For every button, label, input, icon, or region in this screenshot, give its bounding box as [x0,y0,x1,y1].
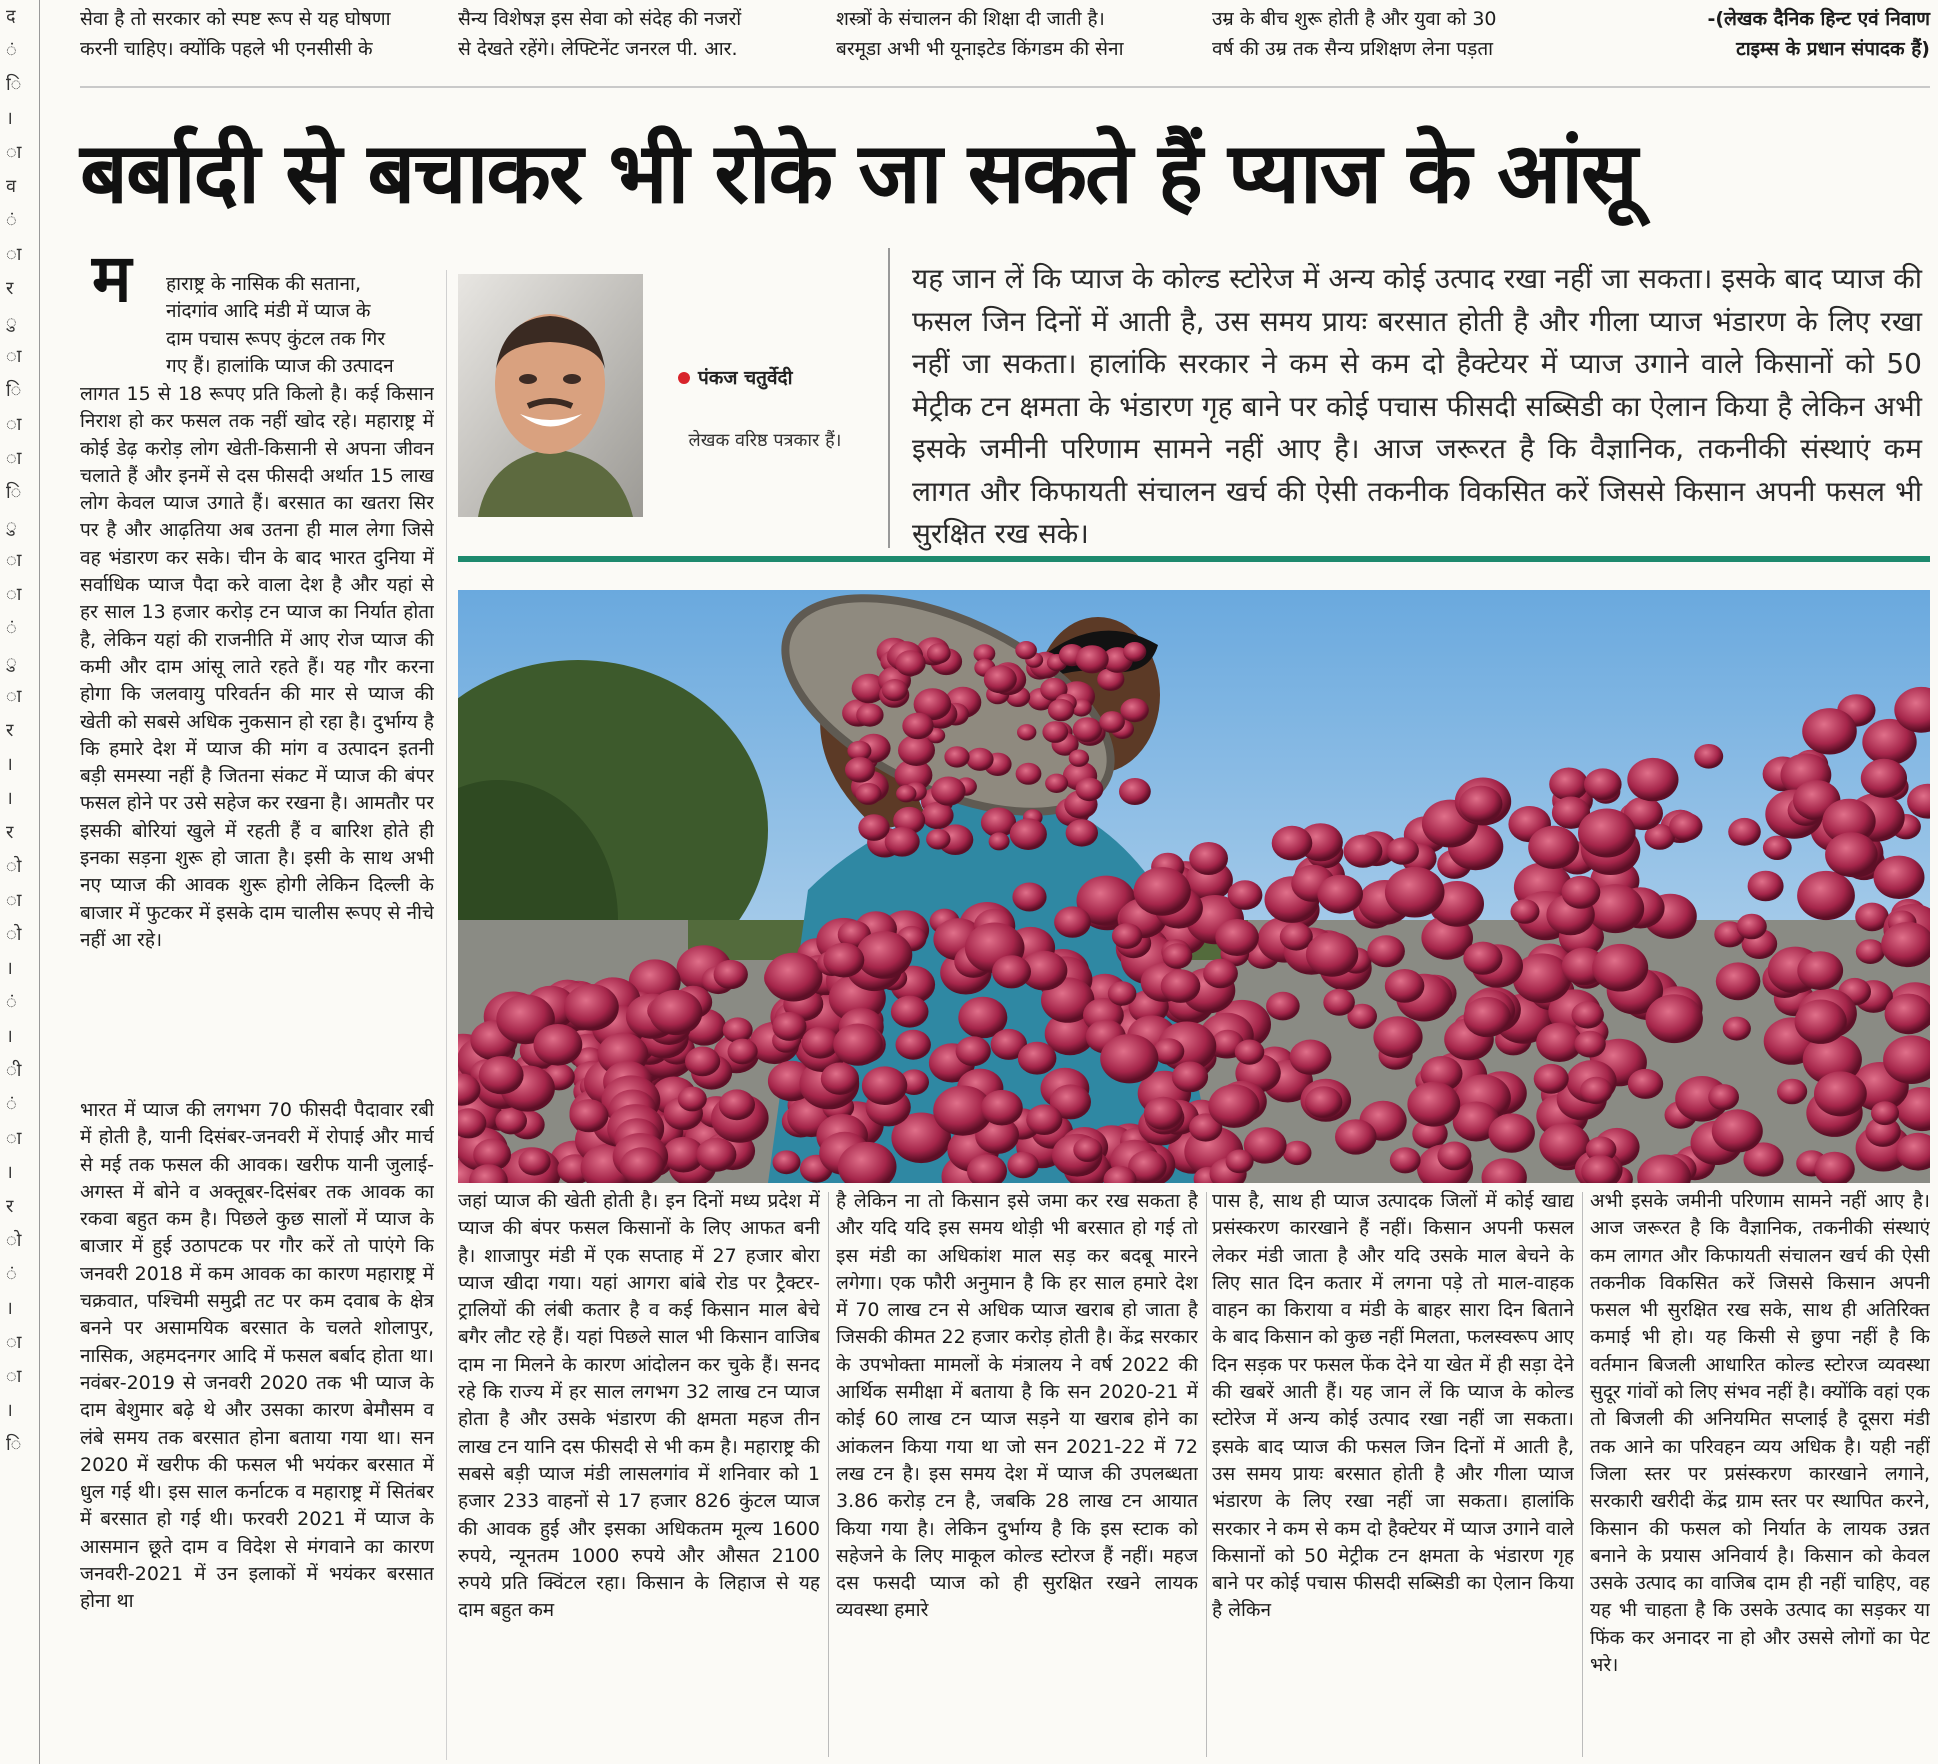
column-rule [446,270,447,1760]
text-line: करनी चाहिए। क्योंकि पहले भी एनसीसी के [80,38,373,60]
strip-char: । [6,788,13,809]
top-article-col-3 [836,4,1196,64]
column-rule [828,1192,829,1757]
top-divider [80,86,1930,88]
text-line: सैन्य विशेषज्ञ इस सेवा को संदेह की नजरों [458,8,742,30]
text-line: नांदगांव आदि मंडी में प्याज के [166,300,371,323]
column-rule [1582,1192,1583,1757]
top-article-col-2 [458,4,818,64]
author-portrait-icon [458,274,643,517]
text-line: -(लेखक दैनिक हिन्ट एवं निवाण [1707,8,1930,30]
headline: बर्बादी से बचाकर भी रोके जा सकते हैं प्याज के आंसू [80,124,1636,222]
author-name: पंकज चतुर्वेदी [698,367,793,389]
strip-char: ं [6,992,17,1013]
text-line: टाइम्स के प्रधान संपादक हैं) [1736,38,1930,60]
strip-char: ा [6,584,22,605]
strip-char: र [6,822,14,843]
text-line: वर्ष की उम्र तक सैन्य प्रशिक्षण लेना पड़ता [1212,38,1494,60]
strip-char: ा [6,1332,22,1353]
author-bullet-dot [678,372,690,384]
dropcap: म [92,240,132,317]
strip-char: ु [6,652,17,673]
text-line: बरमूडा अभी भी यूनाइटेड किंगडम की सेना [836,38,1124,60]
strip-char: ा [6,448,22,469]
strip-char: ि [6,482,22,503]
body-col-1a: लागत 15 से 18 रूपए प्रति किलो है। कई किसान निराश हो कर फसल तक नहीं खोद रहे। महाराष्ट्र में कोई डेढ़ करोड़ लोग खेती-किसानी से अपना जीवन चलाते हैं और इनमें से दस फीसदी अर्थात 15 लाख लोग केवल प्याज उगाते हैं। बरसात का खतरा सिर पर है और आढ़तिया अब उतना ही माल लेगा जिसे वह भंडारण कर सके। चीन के बाद भारत दुनिया में सर्वाधिक प्याज पैदा करे वाला देश है और यहां से हर साल 13 हजार करोड़ टन प्याज का निर्यात होता है, लेकिन यहां की राजनीति में आए रोज प्याज की कमी और दाम आंसू लाते रहते हैं। यह गौर करना होगा कि जलवायु परिवर्तन की मार से प्याज की खेती को सबसे अधिक नुकसान हो रहा है। दुर्भाग्य है कि हमारे देश में प्याज की मांग व उत्पादन इतनी बड़ी समस्या नहीं है जितना संकट में प्याज की बंपर फसल होने पर उसे सहेज कर रखना है। आमतौर पर इसकी बोरियां खुले में रहती हैं व बारिश होते ही इनका सड़ना शुरू हो जाता है। इसी के साथ अभी नए प्याज की आवक शुरू होगी लेकिन दिल्ली के बाजार में फुटकर में इसके दाम चालीस रूपए से नीचे नहीं आ रहे। [80,383,434,951]
author-photo [458,274,643,517]
strip-char: ं [6,1264,17,1285]
text-line: से देखते रहेंगे। लेफ्टिनेंट जनरल पी. आर. [458,38,738,60]
text-line: उम्र के बीच शुरू होती है और युवा को 30 [1212,8,1497,30]
strip-char: ा [6,1366,22,1387]
strip-char: ं [6,210,17,231]
strip-char: ो [6,924,22,945]
strip-char: ो [6,1230,22,1251]
strip-char: ा [6,142,22,163]
strip-char: ा [6,414,22,435]
strip-char: द [6,6,16,27]
strip-char: ि [6,1434,22,1455]
strip-char: । [6,754,13,775]
body-col-3: है लेकिन ना तो किसान इसे जमा कर रख सकता है और यदि यदि इस समय थोड़ी भी बरसात हो गई तो इस मंडी का अधिकांश माल सड़ कर बदबू मारने लगेगा। एक फौरी अनुमान है कि हर साल हमारे देश में 70 लाख टन से अधिक प्याज खराब हो जाता है जिसकी कीमत 22 हजार करोड़ होती है। केंद्र सरकार के उपभोक्ता मामलों के मंत्रालय ने वर्ष 2022 की आर्थिक समीक्षा में बताया है कि सन 2020-21 में कोई 60 लाख टन प्याज सड़ने या खराब होने का आंकलन किया गया था जो सन 2021-22 में 72 लख टन है। इस समय देश में प्याज की उपलब्धता 3.86 करोड़ टन है, जबकि 28 लाख टन आयात किया गया है। लेकिन दुर्भाग्य है कि इस स्टाक को सहेजने के लिए माकूल कोल्ड स्टोरज हैं नहीं। महज दस फसदी प्याज को ही सुरक्षित रखने लायक व्यवस्था हमारे [836,1190,1198,1622]
pull-quote: यह जान लें कि प्याज के कोल्ड स्टोरेज में अन्य कोई उत्पाद रखा नहीं जा सकता। इसके बाद प्याज की फसल जिन दिनों में आती है, उस समय प्रायः बरसात होती है और गीला प्याज भंडारण के लिए रखा नहीं जा सकता। हालांकि सरकार ने कम से कम दो हैक्टेयर में प्याज उगाने वाले किसानों को 50 मेट्रीक टन क्षमता के भंडारण गृह बाने पर कोई पचास फीसदी सब्सिडी का ऐलान किया है लेकिन अभी इसके जमीनी परिणाम सामने नहीं आए है। आज जरूरत है कि वैज्ञानिक, तकनीकी संस्थाएं कम लागत और किफायती संचालन खर्च की ऐसी तकनीक विकसित करें जिससे किसान अपनी फसल भी सुरक्षित रख सके। [912,262,1922,550]
farmer-pouring-onions-icon [458,590,1930,1183]
strip-char: ु [6,516,17,537]
strip-char: ा [6,346,22,367]
strip-char: । [6,958,13,979]
body-col-4: पास है, साथ ही प्याज उत्पादक जिलों में कोई खाद्य प्रसंस्करण कारखाने हैं नहीं। किसान अपनी फसल लेकर मंडी जाता है और यदि उसके माल बेचने के लिए सात दिन कतार में लगना पड़े तो माल-वाहक वाहन का किराया व मंडी के बाहर सारा दिन बिताने के बाद किसान को कुछ नहीं मिलता, फलस्वरूप आए दिन सड़क पर फसल फेंक देने या खेत में ही सड़ा देने की खबरें आती हैं। यह जान लें कि प्याज के कोल्ड स्टोरेज में अन्य कोई उत्पाद रखा नहीं जा सकता। इसके बाद प्याज की फसल जिन दिनों में आती है, उस समय प्रायः बरसात होती है और गीला प्याज भंडारण के लिए रखा नहीं जा सकता। हालांकि सरकार ने कम से कम दो हैक्टेयर में प्याज उगाने वाले किसानों को 50 मेट्रीक टन क्षमता के भंडारण गृह बाने पर कोई पचास फीसदी सब्सिडी का ऐलान किया है लेकिन [1212,1190,1574,1622]
strip-char: ो [6,856,22,877]
strip-char: ा [6,1128,22,1149]
strip-char: व [6,176,17,197]
strip-char: ु [6,312,17,333]
strip-char: । [6,108,13,129]
text-line: दाम पचास रूपए कुंटल तक गिर [166,327,386,350]
text-line: शस्त्रों के संचालन की शिक्षा दी जाती है। [836,8,1105,30]
column-rule [1206,1192,1207,1757]
strip-char: र [6,1196,14,1217]
text-line: सेवा है तो सरकार को स्पष्ट रूप से यह घोषणा [80,8,391,30]
strip-char: ि [6,380,22,401]
body-col-2: जहां प्याज की खेती होती है। इन दिनों मध्य प्रदेश में प्याज की बंपर फसल किसानों के लिए आफत बनी है। शाजापुर मंडी में एक सप्ताह में 27 हजार बोरा प्याज खीदा गया। यहां आगरा बांबे रोड पर ट्रैक्टर-ट्रालियों की लंबी कतार है व कई किसान माल बेचे बगैर लौट रहे हैं। यहां पिछले साल भी किसान वाजिब दाम ना मिलने के कारण आंदोलन कर चुके हैं। सनद रहे कि राज्य में हर साल लगभग 32 लाख टन प्याज होता है और उसके भंडारण की क्षमता महज तीन लाख टन यानि दस फीसदी से भी कम है। महाराष्ट्र की सबसे बड़ी प्याज मंडी लासलगांव में शनिवार को 1 हजार 233 वाहनों से 17 हजार 826 कुंटल प्याज की आवक हुई और इसका अधिकतम मूल्य 1600 रुपये, न्यूनतम 1000 रुपये और औसत 2100 रुपये प्रति क्विंटल रहा। किसान के लिहाज से यह दाम बहुत कम [458,1190,820,1622]
author-role: लेखक वरिष्ठ पत्रकार हैं। [688,430,842,451]
main-photo [458,590,1930,1183]
pull-quote-divider [888,248,890,548]
strip-char: ि [6,74,22,95]
intro-lines [166,271,434,380]
top-article-col-1 [80,4,450,64]
strip-char: ा [6,686,22,707]
strip-char: ा [6,550,22,571]
strip-char: ा [6,890,22,911]
strip-char: ी [6,1060,22,1081]
strip-char: ं [6,618,17,639]
strip-char: । [6,1298,13,1319]
strip-char: ं [6,40,17,61]
strip-char: र [6,720,14,741]
body-col-1b: भारत में प्याज की लगभग 70 फीसदी पैदावार रबी में होती है, यानी दिसंबर-जनवरी में रोपाई और मार्च से मई तक फसल की आवक। खरीफ यानी जुलाई-अगस्त में बोने व अक्तूबर-दिसंबर तक आवक का रकवा बहुत कम है। पिछले कुछ सालों में प्याज के बाजार में हुई उठापटक पर गौर करें तो पाएंगे कि जनवरी 2018 में कम आवक का कारण महाराष्ट्र में चक्रवात, पश्चिमी समुद्री तट पर कम दवाब के क्षेत्र बनने पर असामयिक बरसात के चलते शोलापुर, नासिक, अहमदनगर आदि में फसल बर्बाद होता था। नवंबर-2019 से जनवरी 2020 तक भी प्याज के दाम बेशुमार बढ़े थे और उसका कारण बेमौसम व लंबे समय तक बरसात होना बताया गया था। सन 2020 में खरीफ की फसल भी भयंकर बरसात में धुल गई थी। इस साल कर्नाटक व महाराष्ट्र में सितंबर में बरसात हो गई थी। फरवरी 2021 में प्याज के आसमान छूते दाम व विदेश से मंगवाने का कारण जनवरी-2021 में उन इलाकों में भयंकर बरसात होना था [80,1099,434,1613]
text-line: हाराष्ट्र के नासिक की सताना, [166,273,361,295]
strip-char: । [6,1026,13,1047]
adjacent-article-edge [0,0,40,1764]
top-article-col-4 [1212,4,1572,64]
strip-char: ा [6,244,22,265]
body-col-5: अभी इसके जमीनी परिणाम सामने नहीं आए है। आज जरूरत है कि वैज्ञानिक, तकनीकी संस्थाएं कम लागत और किफायती संचालन खर्च की ऐसी तकनीक विकसित करें जिससे किसान अपनी फसल भी सुरक्षित रख सके, साथ ही अतिरिक्त कमाई भी हो। यह किसी से छुपा नहीं है कि वर्तमान बिजली आधारित कोल्ड स्टोरज व्यवस्था सुदूर गांवों को लिए संभव नहीं है। क्योंकि वहां एक तो बिजली की अनियमित सप्लाई है दूसरा मंडी तक आने का परिवहन व्यय अधिक है। यही नहीं जिला स्तर पर प्रसंस्करण कारखाने लगाने, सरकारी खरीदी केंद्र ग्राम स्तर पर स्थापित करने, किसान की फसल को निर्यात के लायक उन्नत बनाने के प्रयास अनिवार्य है। किसान को केवल उसके उत्पाद का वाजिब दाम ही नहीं चाहिए, वह यह भी चाहता है कि उसके उत्पाद का सड़कर या फिंक कर अनादर ना हो और उससे लोगों का पेट भरे। [1590,1190,1930,1677]
accent-rule [458,556,1930,562]
strip-char: । [6,1400,13,1421]
strip-char: । [6,1162,13,1183]
text-line: गए हैं। हालांकि प्याज की उत्पादन [166,354,394,377]
strip-char: र [6,278,14,299]
top-article-credit [1600,4,1930,64]
strip-char: ं [6,1094,17,1115]
